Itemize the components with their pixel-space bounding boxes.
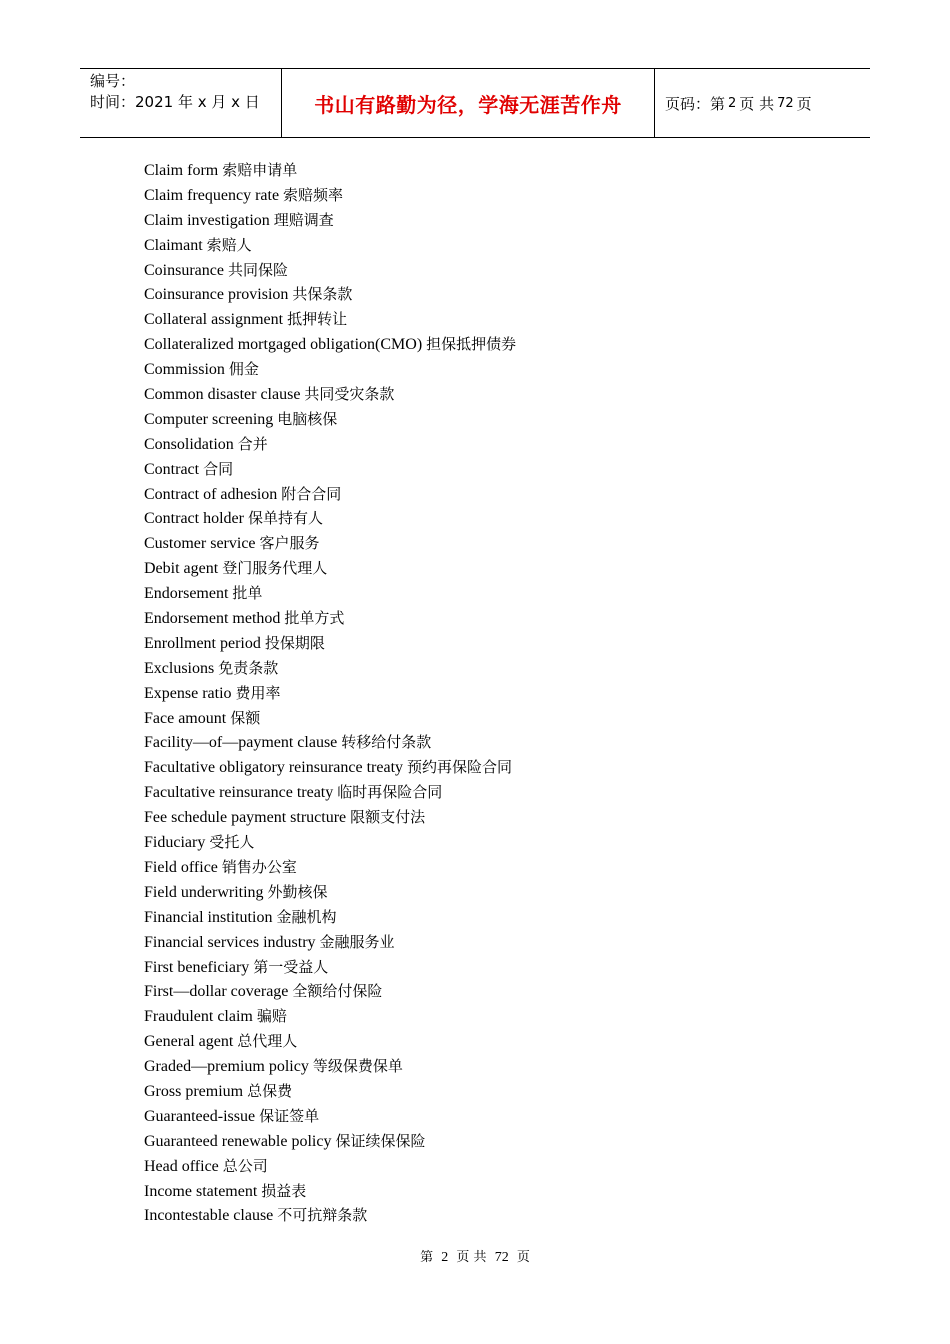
term-chinese: 批单 [232,584,263,603]
glossary-entry [144,282,516,307]
footer-prefix: 第 [420,1250,434,1265]
term-english: Collateral assignment [144,311,284,329]
term-chinese: 合并 [237,434,268,453]
glossary-entry [144,357,516,382]
glossary-entry [144,730,516,755]
term-english: Fiduciary [144,834,206,852]
footer-total-pages: 72 [494,1250,509,1265]
term-chinese: 索赔频率 [283,185,344,204]
glossary-entry [144,158,516,183]
glossary-entry [144,955,516,980]
document-date: 时间：2021 年 x 月 x 日 [90,93,260,111]
term-english: Exclusions [144,659,215,677]
term-english: Common disaster clause [144,386,301,404]
term-chinese: 临时再保险合同 [337,783,443,802]
term-chinese: 全额给付保险 [292,982,383,1001]
term-chinese: 保证续保保险 [335,1131,426,1150]
term-english: Debit agent [144,560,219,578]
glossary-entry [144,1104,516,1129]
term-chinese: 共保条款 [292,285,353,304]
glossary-entry [144,1129,516,1154]
term-english: Endorsement method [144,610,281,628]
page-label: 页码：第 [665,94,726,113]
term-english: Field underwriting [144,883,264,901]
term-english: First—dollar coverage [144,983,289,1001]
footer-current-page: 2 [441,1250,449,1265]
glossary-entry [144,556,516,581]
term-english: Facility—of—payment clause [144,734,338,752]
glossary-entry [144,830,516,855]
term-chinese: 索赔人 [206,235,252,254]
term-english: Expense ratio [144,684,232,702]
term-english: Consolidation [144,435,234,453]
term-english: Financial institution [144,908,273,926]
term-english: Guaranteed renewable policy [144,1132,332,1150]
term-chinese: 索赔申请单 [222,161,298,179]
term-english: Claim investigation [144,211,270,229]
glossary-entry [144,1029,516,1054]
glossary-entry [144,656,516,681]
term-english: Facultative obligatory reinsurance treaty [144,759,404,777]
glossary-entry [144,233,516,258]
term-chinese: 保额 [230,708,261,727]
term-english: Endorsement [144,585,229,603]
glossary-entry [144,805,516,830]
term-chinese: 客户服务 [259,534,320,553]
document-number-label: 编号： [90,72,136,90]
term-chinese: 金融服务业 [319,932,395,951]
term-english: Contract holder [144,510,244,528]
term-english: Graded—premium policy [144,1058,309,1076]
glossary-entry [144,855,516,880]
glossary-entry [144,332,516,357]
page-end: 页 [796,94,812,113]
glossary-entry [144,1079,516,1104]
glossary-entry [144,208,516,233]
term-chinese: 免责条款 [218,658,279,677]
term-chinese: 费用率 [235,683,281,702]
glossary-entry [144,407,516,432]
glossary-entry [144,581,516,606]
glossary-entry [144,755,516,780]
glossary-entry [144,1203,516,1228]
term-chinese: 第一受益人 [253,957,329,976]
term-english: Contract [144,460,200,478]
glossary-entry [144,681,516,706]
footer-mid: 页 共 [456,1250,487,1265]
term-english: Commission [144,361,225,379]
glossary-entry [144,531,516,556]
page-mid: 页 共 [739,94,775,113]
term-chinese: 骗赔 [256,1007,287,1026]
term-english: Income statement [144,1182,258,1200]
page-total: 72 [777,95,794,111]
page-footer [0,1246,950,1266]
term-english: General agent [144,1033,234,1051]
glossary-entry [144,706,516,731]
glossary-entry [144,606,516,631]
glossary-list [144,158,516,1228]
term-chinese: 外勤核保 [267,882,328,901]
term-english: Incontestable clause [144,1207,274,1225]
term-chinese: 受托人 [209,833,255,852]
term-chinese: 等级保费保单 [312,1057,403,1076]
term-english: Collateralized mortgaged obligation(CMO) [144,336,423,354]
term-chinese: 总保费 [247,1081,293,1100]
term-chinese: 登门服务代理人 [222,559,328,578]
term-english: Customer service [144,535,256,553]
term-english: Financial services industry [144,933,316,951]
term-english: Field office [144,858,218,876]
term-english: Computer screening [144,410,274,428]
term-chinese: 保证签单 [259,1106,320,1125]
header-motto: 书山有路勤为径，学海无涯苦作舟 [314,92,622,117]
term-chinese: 转移给付条款 [341,733,432,752]
footer-suffix: 页 [516,1250,530,1265]
term-english: Coinsurance provision [144,286,289,304]
glossary-entry [144,905,516,930]
term-chinese: 销售办公室 [221,857,297,876]
term-chinese: 合同 [203,459,234,478]
glossary-entry [144,780,516,805]
glossary-entry [144,258,516,283]
page-header [80,68,870,138]
term-chinese: 预约再保险合同 [407,758,513,777]
term-chinese: 批单方式 [284,609,345,628]
term-english: Claim frequency rate [144,186,280,204]
term-chinese: 损益表 [261,1181,307,1200]
term-english: Contract of adhesion [144,485,278,503]
term-english: Gross premium [144,1082,244,1100]
term-chinese: 抵押转让 [287,310,348,329]
glossary-entry [144,1179,516,1204]
header-motto-cell [282,69,655,137]
header-info-cell [80,69,282,137]
glossary-entry [144,930,516,955]
term-chinese: 佣金 [228,360,259,379]
term-chinese: 保单持有人 [247,509,323,528]
term-chinese: 电脑核保 [277,409,338,428]
page-current: 2 [728,95,737,111]
term-english: First beneficiary [144,958,250,976]
term-chinese: 担保抵押债券 [426,335,517,354]
glossary-entry [144,382,516,407]
glossary-entry [144,1004,516,1029]
term-english: Facultative reinsurance treaty [144,784,334,802]
term-chinese: 总代理人 [237,1032,298,1051]
glossary-entry [144,307,516,332]
term-english: Fee schedule payment structure [144,809,347,827]
glossary-entry [144,506,516,531]
term-english: Coinsurance [144,261,224,279]
term-english: Claimant [144,236,203,254]
term-english: Enrollment period [144,634,261,652]
glossary-entry [144,457,516,482]
glossary-entry [144,1054,516,1079]
term-chinese: 投保期限 [264,633,325,652]
term-english: Guaranteed-issue [144,1107,256,1125]
glossary-entry [144,432,516,457]
term-english: Claim form [144,162,219,179]
term-english: Head office [144,1157,219,1175]
term-chinese: 共同受灾条款 [304,385,395,404]
glossary-entry [144,631,516,656]
term-chinese: 限额支付法 [350,808,426,827]
term-chinese: 理赔调查 [273,210,334,229]
term-chinese: 总公司 [222,1156,268,1175]
glossary-entry [144,979,516,1004]
glossary-entry [144,183,516,208]
header-page-cell [655,69,870,137]
term-chinese: 附合合同 [281,484,342,503]
glossary-entry [144,1154,516,1179]
glossary-entry [144,482,516,507]
term-chinese: 共同保险 [227,260,288,279]
glossary-entry [144,880,516,905]
term-english: Face amount [144,709,227,727]
term-chinese: 金融机构 [276,907,337,926]
term-chinese: 不可抗辩条款 [277,1206,368,1225]
term-english: Fraudulent claim [144,1008,253,1026]
